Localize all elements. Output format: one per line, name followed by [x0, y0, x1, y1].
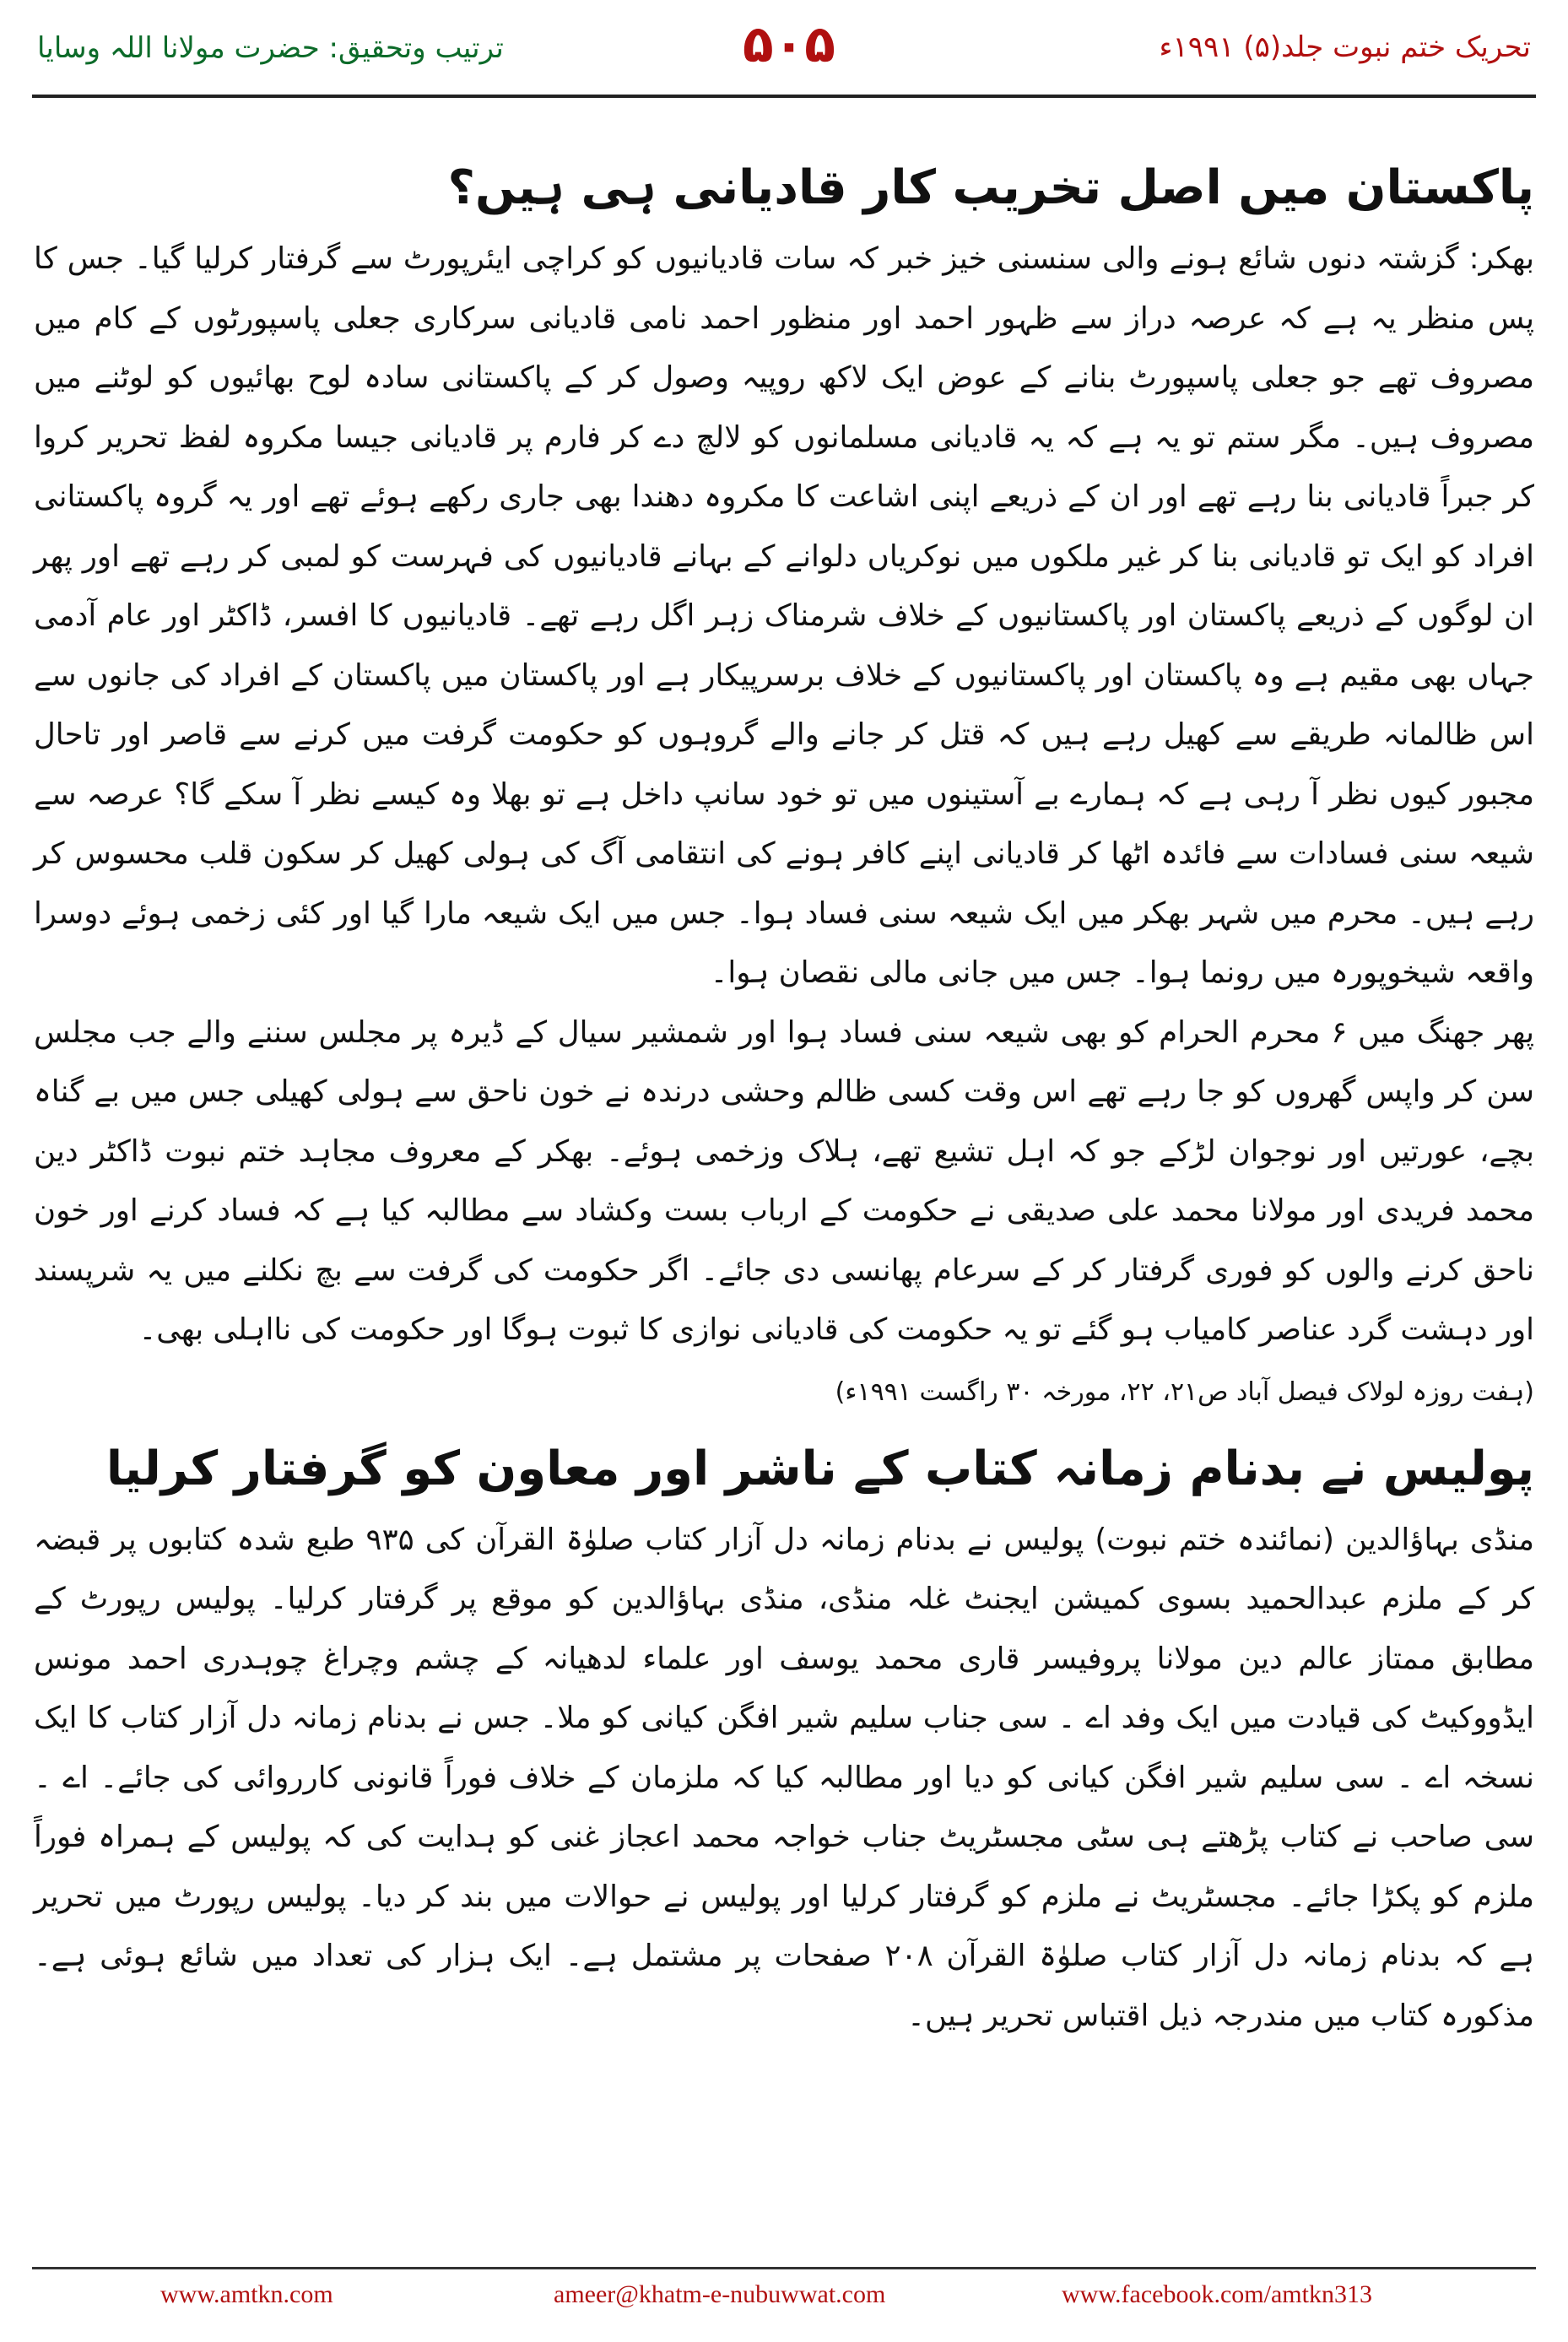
- article-1-title: پاکستان میں اصل تخریب کار قادیانی ہی ہیں؟: [447, 160, 1534, 215]
- header-divider: [32, 95, 1536, 98]
- article-1-paragraph-2: پھر جھنگ میں ۶ محرم الحرام کو بھی شیعہ سنی فساد ہوا اور شمشیر سیال کے ڈیرہ پر مجلس سننے والے جب مجلس سن کر واپس گھروں کو جا رہے تھے اس وقت کسی ظالم وحشی درندہ نے خون ناحق سے ہولی کھیلی جس میں بے گناہ بچے، عورتیں اور نوجوان لڑکے جو کہ اہل تشیع تھے، ہلاک وزخمی ہوئے۔ بھکر کے معروف مجاہد ختم نبوت ڈاکٹر دین محمد فریدی اور مولانا محمد علی صدیقی نے حکومت کے ارباب بست وکشاد سے مطالبہ کیا ہے کہ فساد کرنے اور خون ناحق کرنے والوں کو فوری گرفتار کر کے سرعام پھانسی دی جائے۔ اگر حکومت کی گرفت سے بچ نکلنے میں یہ شرپسند اور دہشت گرد عناصر کامیاب ہو گئے تو یہ حکومت کی قادیانی نوازی کا ثبوت ہوگا اور حکومت کی نااہلی بھی۔: [34, 1014, 1534, 1347]
- article-1-citation: (ہفت روزہ لولاک فیصل آباد ص۲۱، ۲۲، مورخہ ۳۰ راگست ۱۹۹۱ء): [835, 1377, 1534, 1407]
- header-book-title: تحریک ختم نبوت جلد(۵) ۱۹۹۱ء: [1159, 30, 1531, 64]
- page-footer: [0, 2280, 1568, 2323]
- header-compiler: ترتیب وتحقیق: حضرت مولانا اللہ وسایا: [37, 31, 504, 65]
- article-2-title: پولیس نے بدنام زمانہ کتاب کے ناشر اور معاون کو گرفتار کرلیا: [105, 1441, 1534, 1496]
- article-1-paragraph-1: بھکر: گزشتہ دنوں شائع ہونے والی سنسنی خیز خبر کہ سات قادیانیوں کو کراچی ایئرپورٹ سے گرفتار کرلیا گیا۔ جس کا پس منظر یہ ہے کہ عرصہ دراز سے ظہور احمد اور منظور احمد نامی قادیانی سرکاری جعلی پاسپورٹوں کے کام میں مصروف تھے جو جعلی پاسپورٹ بنانے کے عوض ایک لاکھ روپیہ وصول کر کے پاکستانی سادہ لوح بھائیوں کو لوٹنے میں مصروف ہیں۔ مگر ستم تو یہ ہے کہ یہ قادیانی مسلمانوں کو لالچ دے کر فارم پر قادیانی جیسا مکروہ لفظ تحریر کروا کر جبراً قادیانی بنا رہے تھے اور ان کے ذریعے اپنی اشاعت کا مکروہ دھندا بھی جاری رکھے ہوئے تھے اور یہ گروہ پاکستانی افراد کو ایک تو قادیانی بنا کر غیر ملکوں میں نوکریاں دلوانے کے بہانے قادیانیوں کی فہرست کو لمبی کر رہے تھے اور پھر ان لوگوں کے ذریعے پاکستان اور پاکستانیوں کے خلاف شرمناک زہر اگل رہے تھے۔ قادیانیوں کا افسر، ڈاکٹر اور عام آدمی جہاں بھی مقیم ہے وہ پاکستان اور پاکستانیوں کے خلاف برسرپیکار ہے اور پاکستان میں پاکستان کے افراد کی جانوں سے اس ظالمانہ طریقے سے کھیل رہے ہیں کہ قتل کر جانے والے گروہوں کو حکومت گرفت میں کرنے سے قاصر اور تاحال مجبور کیوں نظر آ رہی ہے کہ ہمارے بے آستینوں میں تو خود سانپ داخل ہے تو بھلا وہ کیسے نظر آ سکے گا؟ عرصہ سے شیعہ سنی فسادات سے فائدہ اٹھا کر قادیانی اپنے کافر ہونے کی انتقامی آگ کی ہولی کھیل کر سکون قلب محسوس کر رہے ہیں۔ محرم میں شہر بھکر میں ایک شیعہ سنی فساد ہوا۔ جس میں ایک شیعہ مارا گیا اور کئی زخمی ہوئے دوسرا واقعہ شیخوپورہ میں رونما ہوا۔ جس میں جانی مالی نقصان ہوا۔: [34, 241, 1534, 990]
- footer-divider: [32, 2267, 1536, 2269]
- article-2-paragraph-1: منڈی بہاؤالدین (نمائندہ ختم نبوت) پولیس نے بدنام زمانہ دل آزار کتاب صلوٰۃ القرآن کی ۹۳۵ طبع شدہ کتابوں پر قبضہ کر کے ملزم عبدالحمید بسوی کمیشن ایجنٹ غلہ منڈی، منڈی بہاؤالدین کو موقع پر گرفتار کرلیا۔ پولیس رپورٹ کے مطابق ممتاز عالم دین مولانا پروفیسر قاری محمد یوسف اور علماء لدھیانہ کے چشم وچراغ چوہدری احمد مونس ایڈووکیٹ کی قیادت میں ایک وفد اے ۔ سی جناب سلیم شیر افگن کیانی کو ملا۔ جس نے بدنام زمانہ دل آزار کتاب کا ایک نسخہ اے ۔ سی سلیم شیر افگن کیانی کو دیا اور مطالبہ کیا کہ ملزمان کے خلاف فوراً قانونی کارروائی کی جائے۔ اے ۔ سی صاحب نے کتاب پڑھتے ہی سٹی مجسٹریٹ جناب خواجہ محمد اعجاز غنی کو ہدایت کی کہ پولیس کے ہمراہ فوراً ملزم کو پکڑا جائے۔ مجسٹریٹ نے ملزم کو گرفتار کرلیا اور پولیس نے حوالات میں بند کر دیا۔ پولیس رپورٹ میں تحریر ہے کہ بدنام زمانہ دل آزار کتاب صلوٰۃ القرآن ۲۰۸ صفحات پر مشتمل ہے۔ ایک ہزار کی تعداد میں شائع ہوئی ہے۔ مذکورہ کتاب میں مندرجہ ذیل اقتباس تحریر ہیں۔: [34, 1522, 1535, 2033]
- footer-email-link[interactable]: ameer@khatm-e-nubuwwat.com: [554, 2280, 886, 2308]
- page-number: ۵۰۵: [743, 15, 835, 74]
- page-content: [34, 143, 1534, 2245]
- footer-website-link[interactable]: www.amtkn.com: [160, 2280, 333, 2308]
- footer-facebook-link[interactable]: www.facebook.com/amtkn313: [1062, 2280, 1372, 2308]
- page-header: [0, 0, 1568, 127]
